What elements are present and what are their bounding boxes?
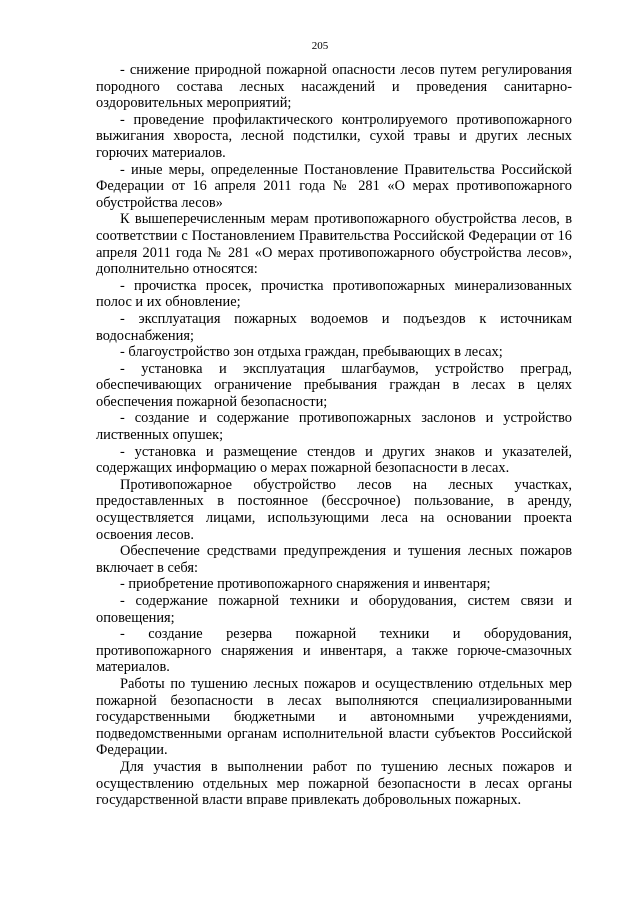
paragraph: - создание и содержание противопожарных заслонов и устройство лиственных опушек; [96, 410, 572, 444]
paragraph: - установка и эксплуатация шлагбаумов, устройство преград, обеспечивающих ограничение пребывания граждан в лесах в целях обеспечения пожарной безопасности; [96, 360, 572, 410]
paragraph: - эксплуатация пожарных водоемов и подъездов к источникам водоснабжения; [96, 310, 572, 344]
paragraph: - приобретение противопожарного снаряжения и инвентаря; [120, 576, 491, 593]
paragraph: Работы по тушению лесных пожаров и осуществлению отдельных мер пожарной безопасности в лесах выполняются специализированными государственными бюджетными и автономными учреждениями, подведомственными органам исполнительной власти субъектов Российской Федерации. [96, 675, 572, 759]
paragraph: Обеспечение средствами предупреждения и тушения лесных пожаров включает в себя: [96, 543, 572, 576]
paragraph: - прочистка просек, прочистка противопожарных минерализованных полос и их обновление; [96, 277, 572, 311]
paragraph: - содержание пожарной техники и оборудования, систем связи и оповещения; [96, 593, 572, 626]
body-text [96, 62, 572, 809]
paragraph: - иные меры, определенные Постановление Правительства Российской Федерации от 16 апреля 2011 года № 281 «О мерах противопожарного обустройства лесов» [96, 161, 572, 211]
page-number: 205 [311, 40, 329, 52]
paragraph: - благоустройство зон отдыха граждан, пребывающих в лесах; [120, 344, 503, 361]
paragraph: Противопожарное обустройство лесов на лесных участках, предоставленных в постоянное (бессрочное) пользование, в аренду, осуществляется лицами, использующими леса на основании проекта освоения лесов. [96, 476, 572, 543]
paragraph: Для участия в выполнении работ по тушению лесных пожаров и осуществлению отдельных мер пожарной безопасности в лесах органы государственной власти вправе привлекать добровольных пожарных. [96, 758, 572, 809]
paragraph: К вышеперечисленным мерам противопожарного обустройства лесов, в соответствии с Постановлением Правительства Российской Федерации от 16 апреля 2011 года № 281 «О мерах противопожарного обустройства лесов», дополнительно относятся: [96, 211, 572, 278]
paragraph: - установка и размещение стендов и других знаков и указателей, содержащих информацию о мерах пожарной безопасности в лесах. [96, 443, 572, 477]
paragraph: - снижение природной пожарной опасности лесов путем регулирования породного состава лесных насаждений и проведения санитарно-оздоровительных мероприятий; [96, 62, 572, 112]
paragraph: - создание резерва пожарной техники и оборудования, противопожарного снаряжения и инвентаря, а также горюче-смазочных материалов. [96, 626, 572, 676]
paragraph: - проведение профилактического контролируемого противопожарного выжигания хвороста, лесной подстилки, сухой травы и других лесных горючих материалов. [96, 111, 572, 161]
